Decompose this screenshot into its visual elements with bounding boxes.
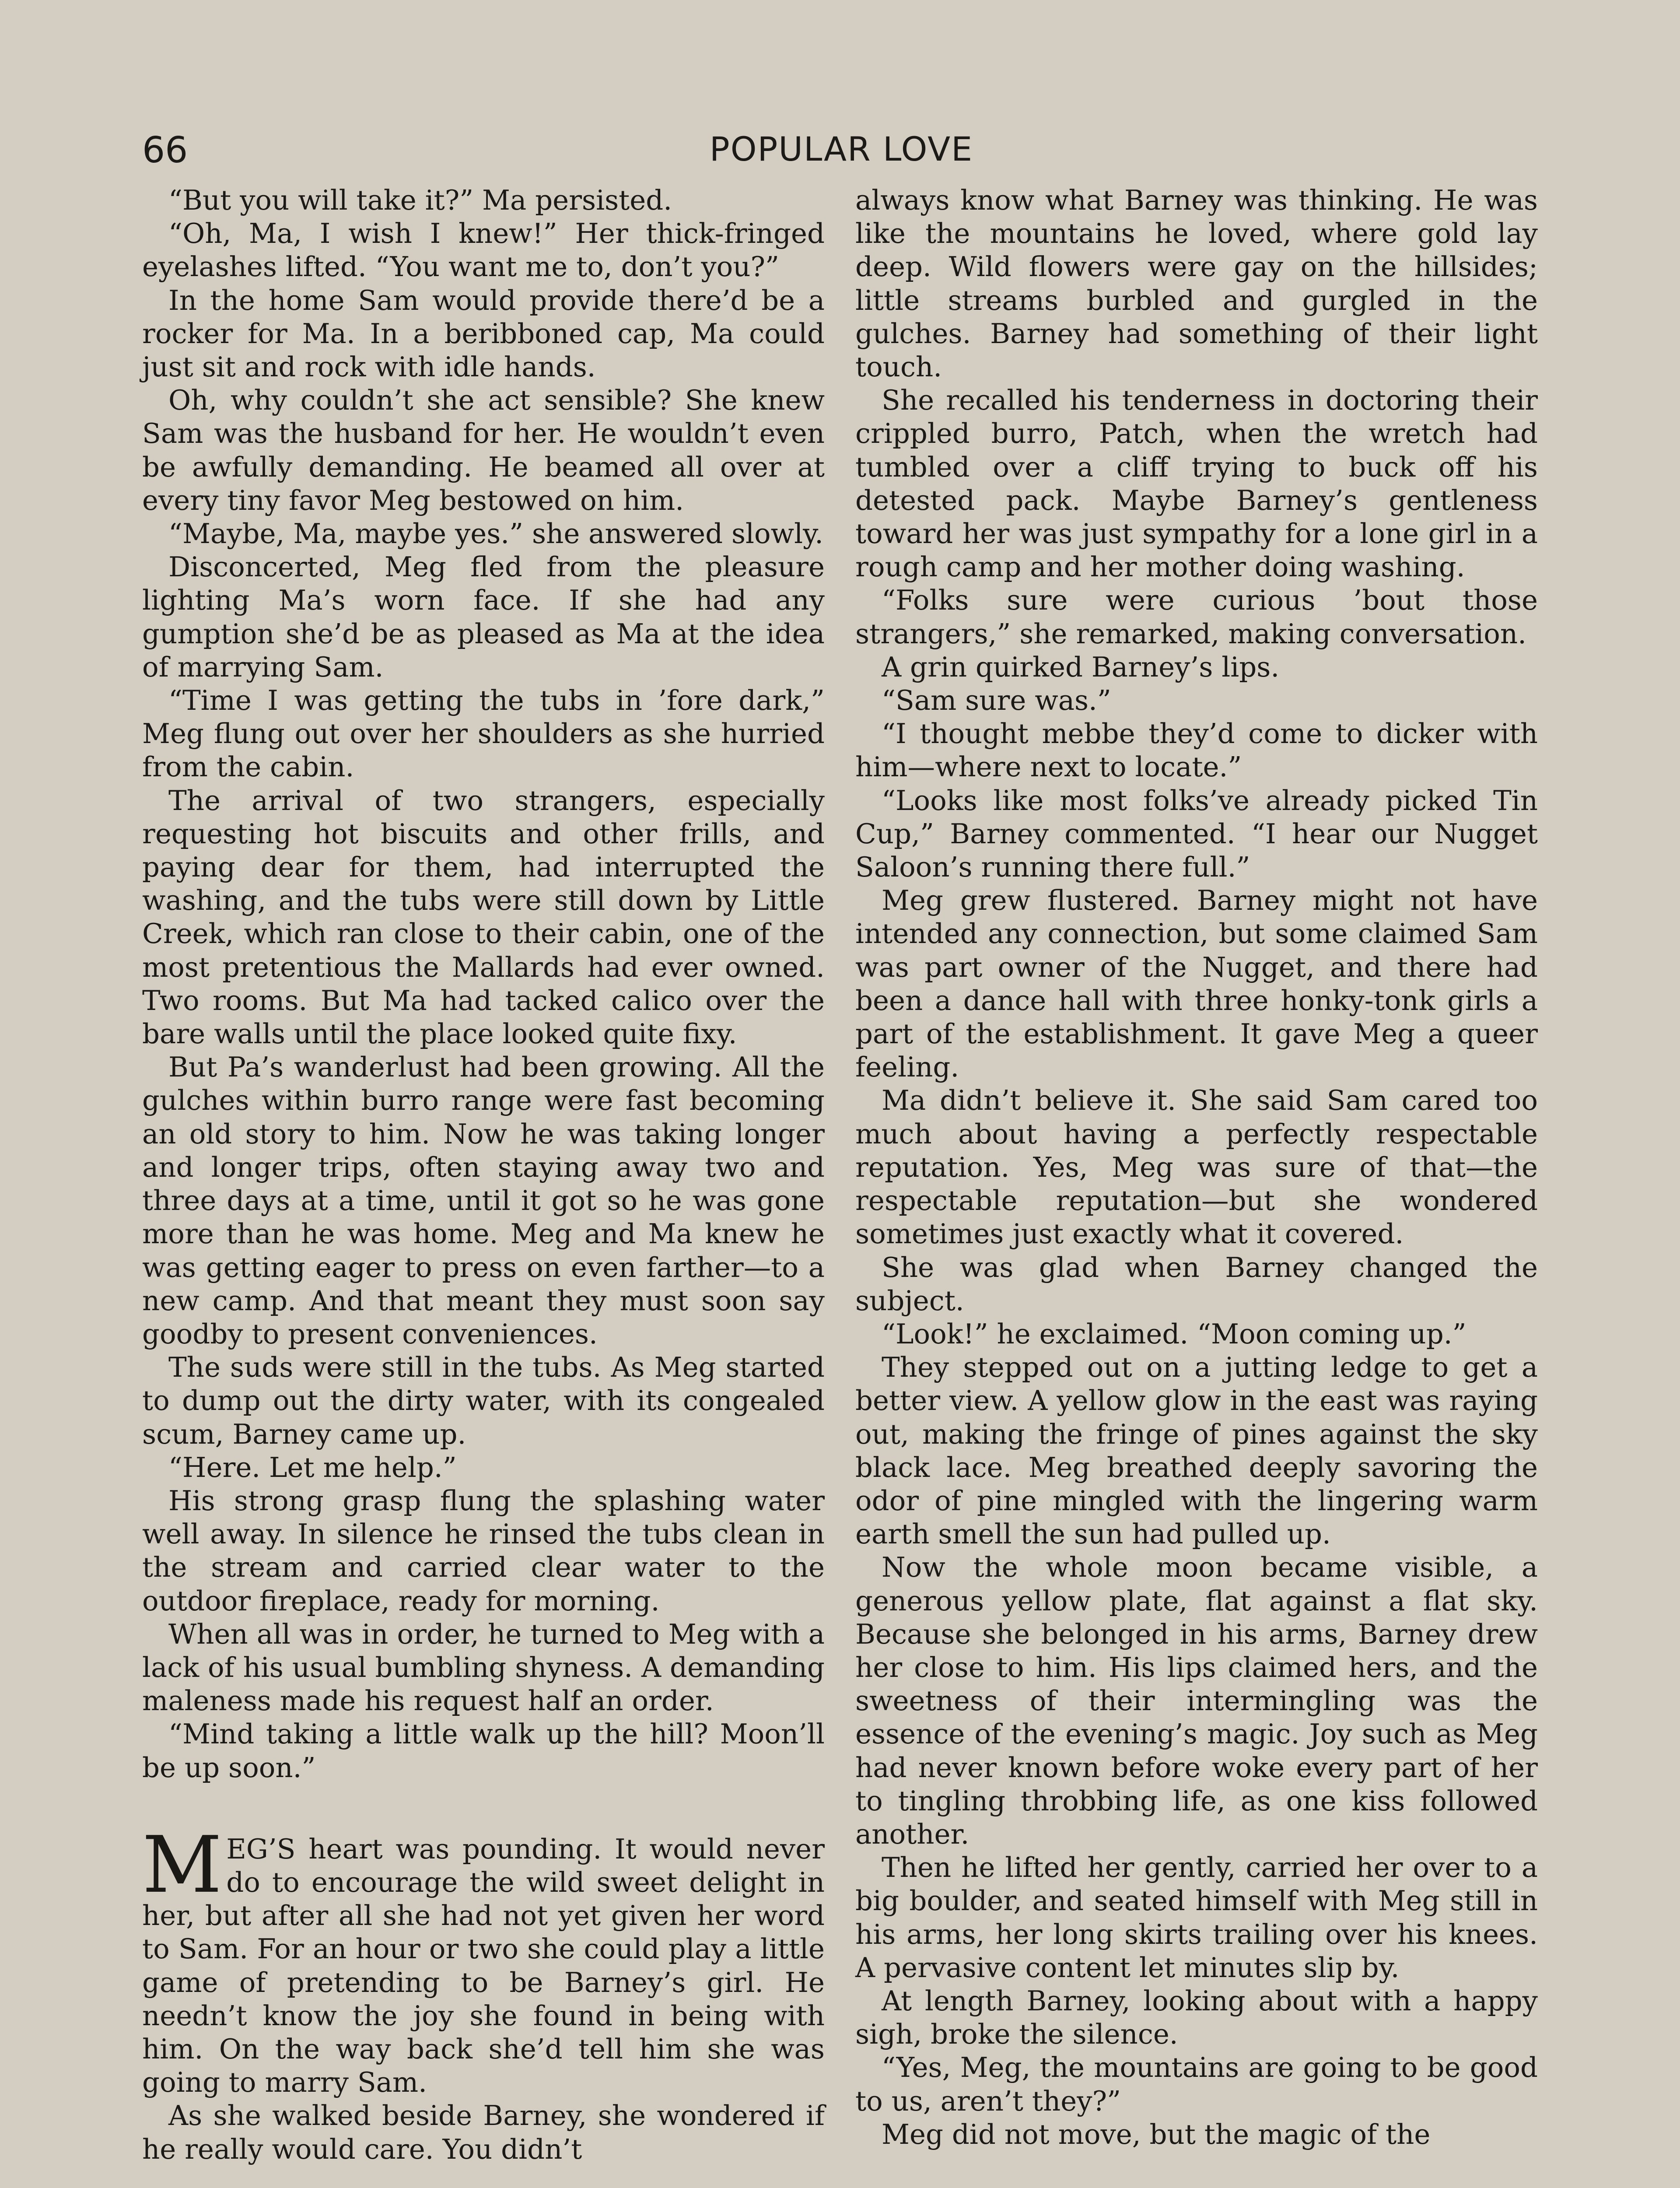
- section-break: [142, 1785, 825, 1833]
- drop-cap-letter: M: [142, 1819, 222, 1910]
- paragraph: Disconcerted, Meg fled from the pleasure lighting Ma’s worn face. If she had any gumption she’d be as pleased as Ma at the idea of marrying Sam.: [142, 551, 825, 683]
- paragraph: “Looks like most folks’ve already picked Tin Cup,” Barney commented. “I hear our Nugget Saloon’s running there full.”: [855, 784, 1538, 884]
- paragraph-continued: always know what Barney was thinking. He was like the mountains he loved, where gold lay deep. Wild flowers were gay on the hillsides; little streams burbled and gurgled in the gulches. Barney had something of their light touch.: [855, 184, 1538, 383]
- paragraph: “Yes, Meg, the mountains are going to be good to us, aren’t they?”: [855, 2051, 1538, 2117]
- paragraph: She was glad when Barney changed the subject.: [855, 1251, 1538, 1317]
- paragraph: When all was in order, he turned to Meg with a lack of his usual bumbling shyness. A demanding maleness made his request half an order.: [142, 1618, 825, 1717]
- paragraph: They stepped out on a jutting ledge to get a better view. A yellow glow in the east was raying out, making the fringe of pines against the sky black lace. Meg breathed deeply savoring the odor of pine mingled with the lingering warm earth smell the sun had pulled up.: [855, 1351, 1538, 1550]
- paragraph-text: EG’S heart was pounding. It would never do to encourage the wild sweet delight in her, but after all she had not yet given her word to Sam. For an hour or two she could play a little game of pretending to be Barney’s girl. He needn’t know the joy she found in being with him. On the way back she’d tell him she was going to marry Sam.: [142, 1833, 825, 2099]
- paragraph: Meg grew flustered. Barney might not have intended any connection, but some claimed Sam was part owner of the Nugget, and there had been a dance hall with three honky-tonk girls a part of the establishment. It gave Meg a queer feeling.: [855, 884, 1538, 1083]
- paragraph: At length Barney, looking about with a happy sigh, broke the silence.: [855, 1985, 1538, 2051]
- paragraph: “Maybe, Ma, maybe yes.” she answered slowly.: [168, 518, 824, 550]
- paragraph: She recalled his tenderness in doctoring their crippled burro, Patch, when the wretch had tumbled over a cliff trying to buck off his detested pack. Maybe Barney’s gentleness toward her was just sympathy for a lone girl in a rough camp and her mother doing washing.: [855, 384, 1538, 583]
- paragraph: “But you will take it?” Ma persisted.: [168, 184, 672, 216]
- paragraph: “Sam sure was.”: [882, 684, 1111, 717]
- dropcap-paragraph: [142, 1819, 825, 2100]
- text-column-right: [855, 184, 1538, 2151]
- paragraph: The arrival of two strangers, especially requesting hot biscuits and other frills, and paying dear for them, had interrupted the washing, and the tubs were still down by Little Creek, which ran close to their cabin, one of the most pretentious the Mallards had ever owned. Two rooms. But Ma had tacked calico over the bare walls until the place looked quite fixy.: [142, 784, 825, 1050]
- running-title: POPULAR LOVE: [709, 130, 973, 168]
- paragraph: As she walked beside Barney, she wondered if he really would care. You didn’t: [142, 2100, 825, 2165]
- paragraph: “Here. Let me help.”: [168, 1451, 457, 1483]
- page-number: 66: [142, 130, 188, 171]
- paragraph: The suds were still in the tubs. As Meg started to dump out the dirty water, with its congealed scum, Barney came up.: [142, 1351, 825, 1450]
- paragraph: But Pa’s wanderlust had been growing. All the gulches within burro range were fast becoming an old story to him. Now he was taking longer and longer trips, often staying away two and three days at a time, until it got so he was gone more than he was home. Meg and Ma knew he was getting eager to press on even farther—to a new camp. And that meant they must soon say goodby to present conveniences.: [142, 1051, 825, 1350]
- paragraph: “Time I was getting the tubs in ’fore dark,” Meg flung out over her shoulders as she hurried from the cabin.: [142, 684, 825, 783]
- paragraph: Then he lifted her gently, carried her over to a big boulder, and seated himself with Meg still in his arms, her long skirts trailing over his knees. A pervasive content let minutes slip by.: [855, 1851, 1538, 1984]
- text-column-left: [142, 184, 825, 2166]
- paragraph: Ma didn’t believe it. She said Sam cared too much about having a perfectly respectable reputation. Yes, Meg was sure of that—the respectable reputation—but she wondered sometimes just exactly what it covered.: [855, 1084, 1538, 1250]
- paragraph: “I thought mebbe they’d come to dicker with him—where next to locate.”: [855, 718, 1538, 783]
- paragraph: Meg did not move, but the magic of the: [882, 2118, 1431, 2150]
- paragraph: A grin quirked Barney’s lips.: [882, 651, 1280, 683]
- paragraph: “Oh, Ma, I wish I knew!” Her thick-fringed eyelashes lifted. “You want me to, don’t you?”: [142, 217, 825, 283]
- paragraph: “Look!” he exclaimed. “Moon coming up.”: [882, 1318, 1466, 1350]
- paragraph: “Folks sure were curious ’bout those strangers,” she remarked, making conversation.: [855, 584, 1538, 650]
- paragraph: His strong grasp flung the splashing water well away. In silence he rinsed the tubs clean in the stream and carried clear water to the outdoor fireplace, ready for morning.: [142, 1484, 825, 1617]
- page-header: [142, 130, 1540, 182]
- paragraph: “Mind taking a little walk up the hill? Moon’ll be up soon.”: [142, 1718, 825, 1784]
- paragraph: Oh, why couldn’t she act sensible? She knew Sam was the husband for her. He wouldn’t even be awfully demanding. He beamed all over at every tiny favor Meg bestowed on him.: [142, 384, 825, 516]
- paragraph: In the home Sam would provide there’d be a rocker for Ma. In a beribboned cap, Ma could just sit and rock with idle hands.: [142, 284, 825, 383]
- paragraph: Now the whole moon became visible, a generous yellow plate, flat against a flat sky. Because she belonged in his arms, Barney drew her close to him. His lips claimed hers, and the sweetness of their intermingling was the essence of the evening’s magic. Joy such as Meg had never known before woke every part of her to tingling throbbing life, as one kiss followed another.: [855, 1551, 1538, 1850]
